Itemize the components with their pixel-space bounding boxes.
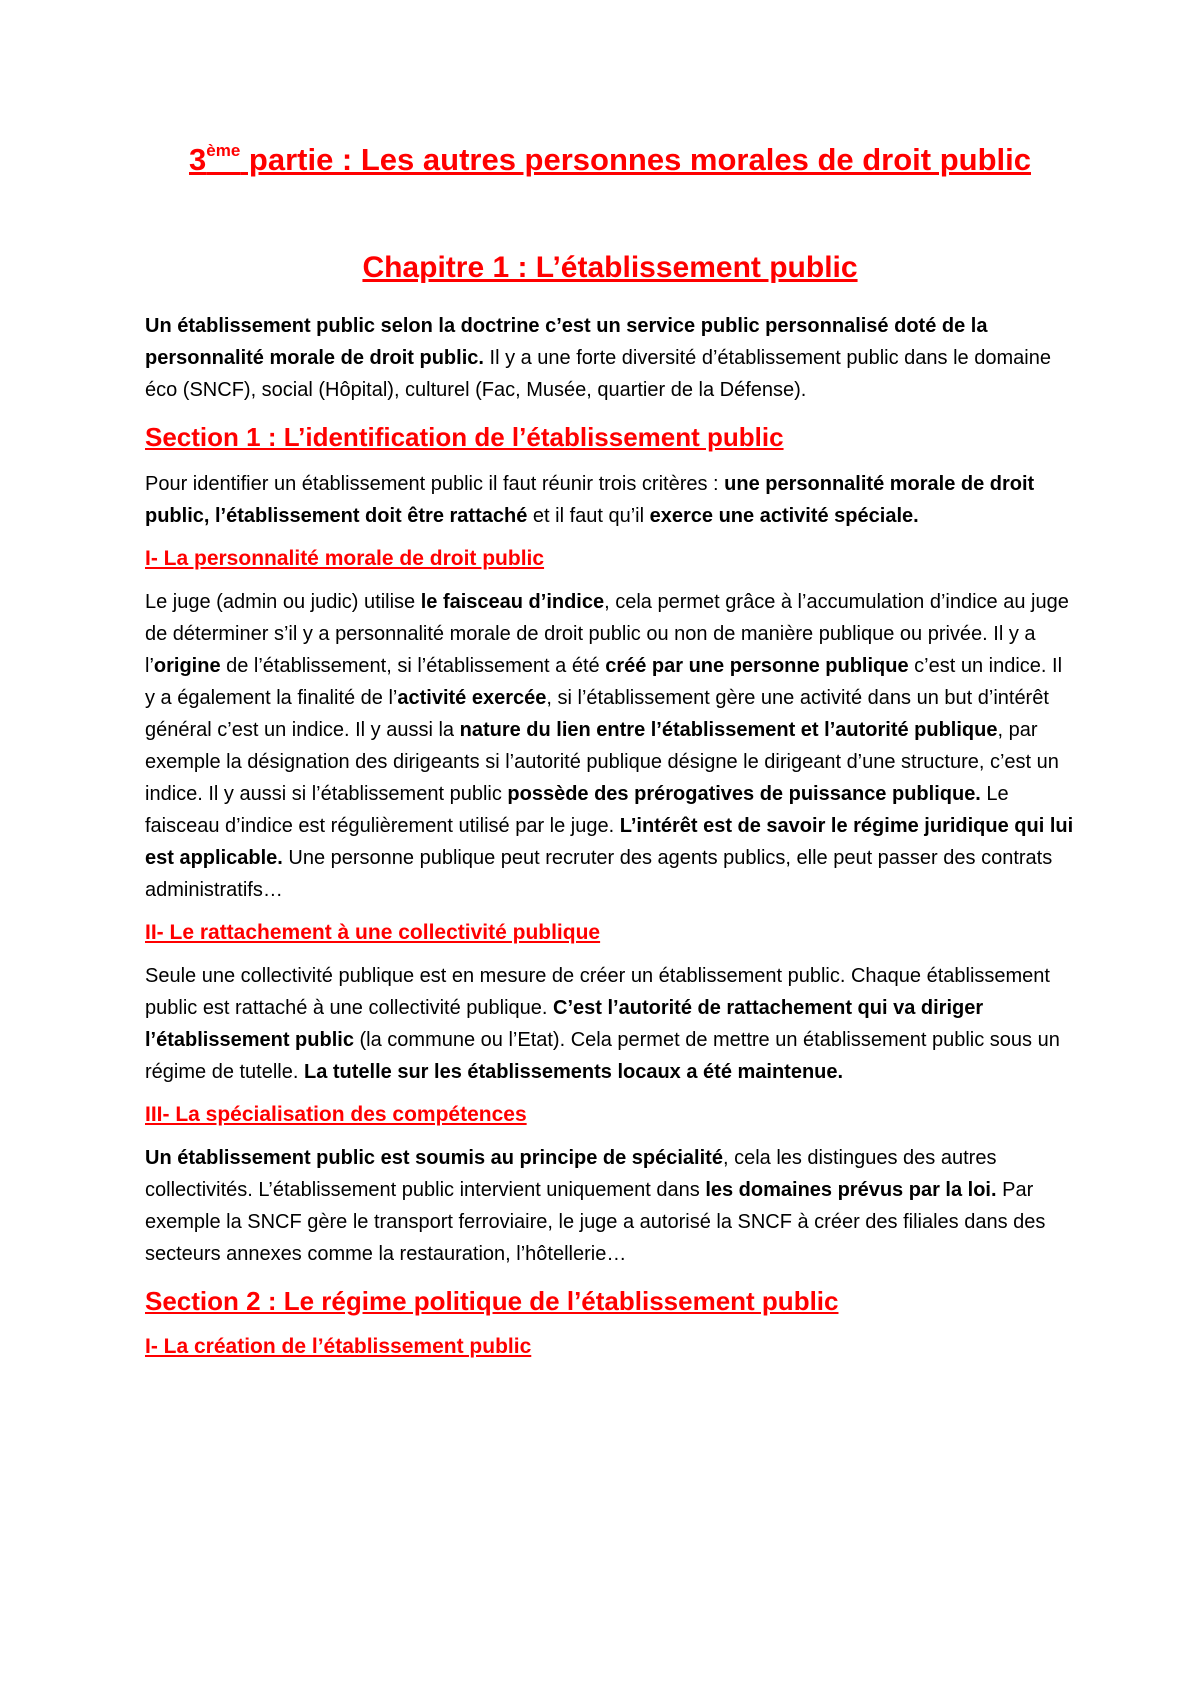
section-1-title: Section 1 : L’identification de l’établissement public: [145, 422, 784, 452]
intro-paragraph: Un établissement public selon la doctrine c’est un service public personnalisé doté de la personnalité morale de droit public. Il y a une forte diversité d’établissement public dans le domaine éco (SNCF), social (Hôpital), culturel (Fac, Musée, quartier de la Défense).: [145, 315, 1051, 401]
subsection-2-paragraph: Seule une collectivité publique est en mesure de créer un établissement public. Chaque établissement public est rattaché à une collectivité publique. C’est l’autorité de rattachement qui va diriger l’établissement public (la commune ou l’Etat). Cela permet de mettre un établissement public sous un régime de tutelle. La tutelle sur les établissements locaux a été maintenue.: [145, 965, 1060, 1083]
subsection-3-paragraph: Un établissement public est soumis au principe de spécialité, cela les distingues des autres collectivités. L’établissement public intervient uniquement dans les domaines prévus par la loi. Par exemple la SNCF gère le transport ferroviaire, le juge a autorisé la SNCF à créer des filiales dans des secteurs annexes comme la restauration, l’hôtellerie…: [145, 1147, 1046, 1265]
subsection-1-paragraph: Le juge (admin ou judic) utilise le faisceau d’indice, cela permet grâce à l’accumulation d’indice au juge de déterminer s’il y a personnalité morale de droit public ou non de manière publique ou privée. Il y a l’origine de l’établissement, si l’établissement a été créé par une personne publique c’est un indice. Il y a également la finalité de l’activité exercée, si l’établissement gère une activité dans un but d’intérêt général c’est un indice. Il y aussi la nature du lien entre l’établissement et l’autorité publique, par exemple la désignation des dirigeants si l’autorité publique désigne le dirigeant d’une structure, c’est un indice. Il y aussi si l’établissement public possède des prérogatives de puissance publique. Le faisceau d’indice est régulièrement utilisé par le juge. L’intérêt est de savoir le régime juridique qui lui est applicable. Une personne publique peut recruter des agents publics, elle peut passer des contrats administratifs…: [145, 591, 1074, 901]
chapter-title: Chapitre 1 : L’établissement public: [362, 251, 858, 284]
subsection-1-title: I- La personnalité morale de droit public: [145, 547, 545, 570]
subsection-3-title: III- La spécialisation des compétences: [145, 1103, 527, 1126]
part-number: 3: [189, 142, 207, 177]
part-title-text: partie : Les autres personnes morales de droit public: [240, 142, 1031, 177]
section-1-paragraph: Pour identifier un établissement public il faut réunir trois critères : une personnalité morale de droit public, l’établissement doit être rattaché et il faut qu’il exerce une activité spéciale.: [145, 473, 1035, 527]
section-2-title: Section 2 : Le régime politique de l’établissement public: [145, 1286, 839, 1316]
subsection-2-title: II- Le rattachement à une collectivité publique: [145, 921, 601, 944]
part-title: [145, 140, 1075, 180]
part-number-suffix: ème: [206, 141, 241, 160]
section-2-subsection-1-title: I- La création de l’établissement public: [145, 1335, 532, 1358]
